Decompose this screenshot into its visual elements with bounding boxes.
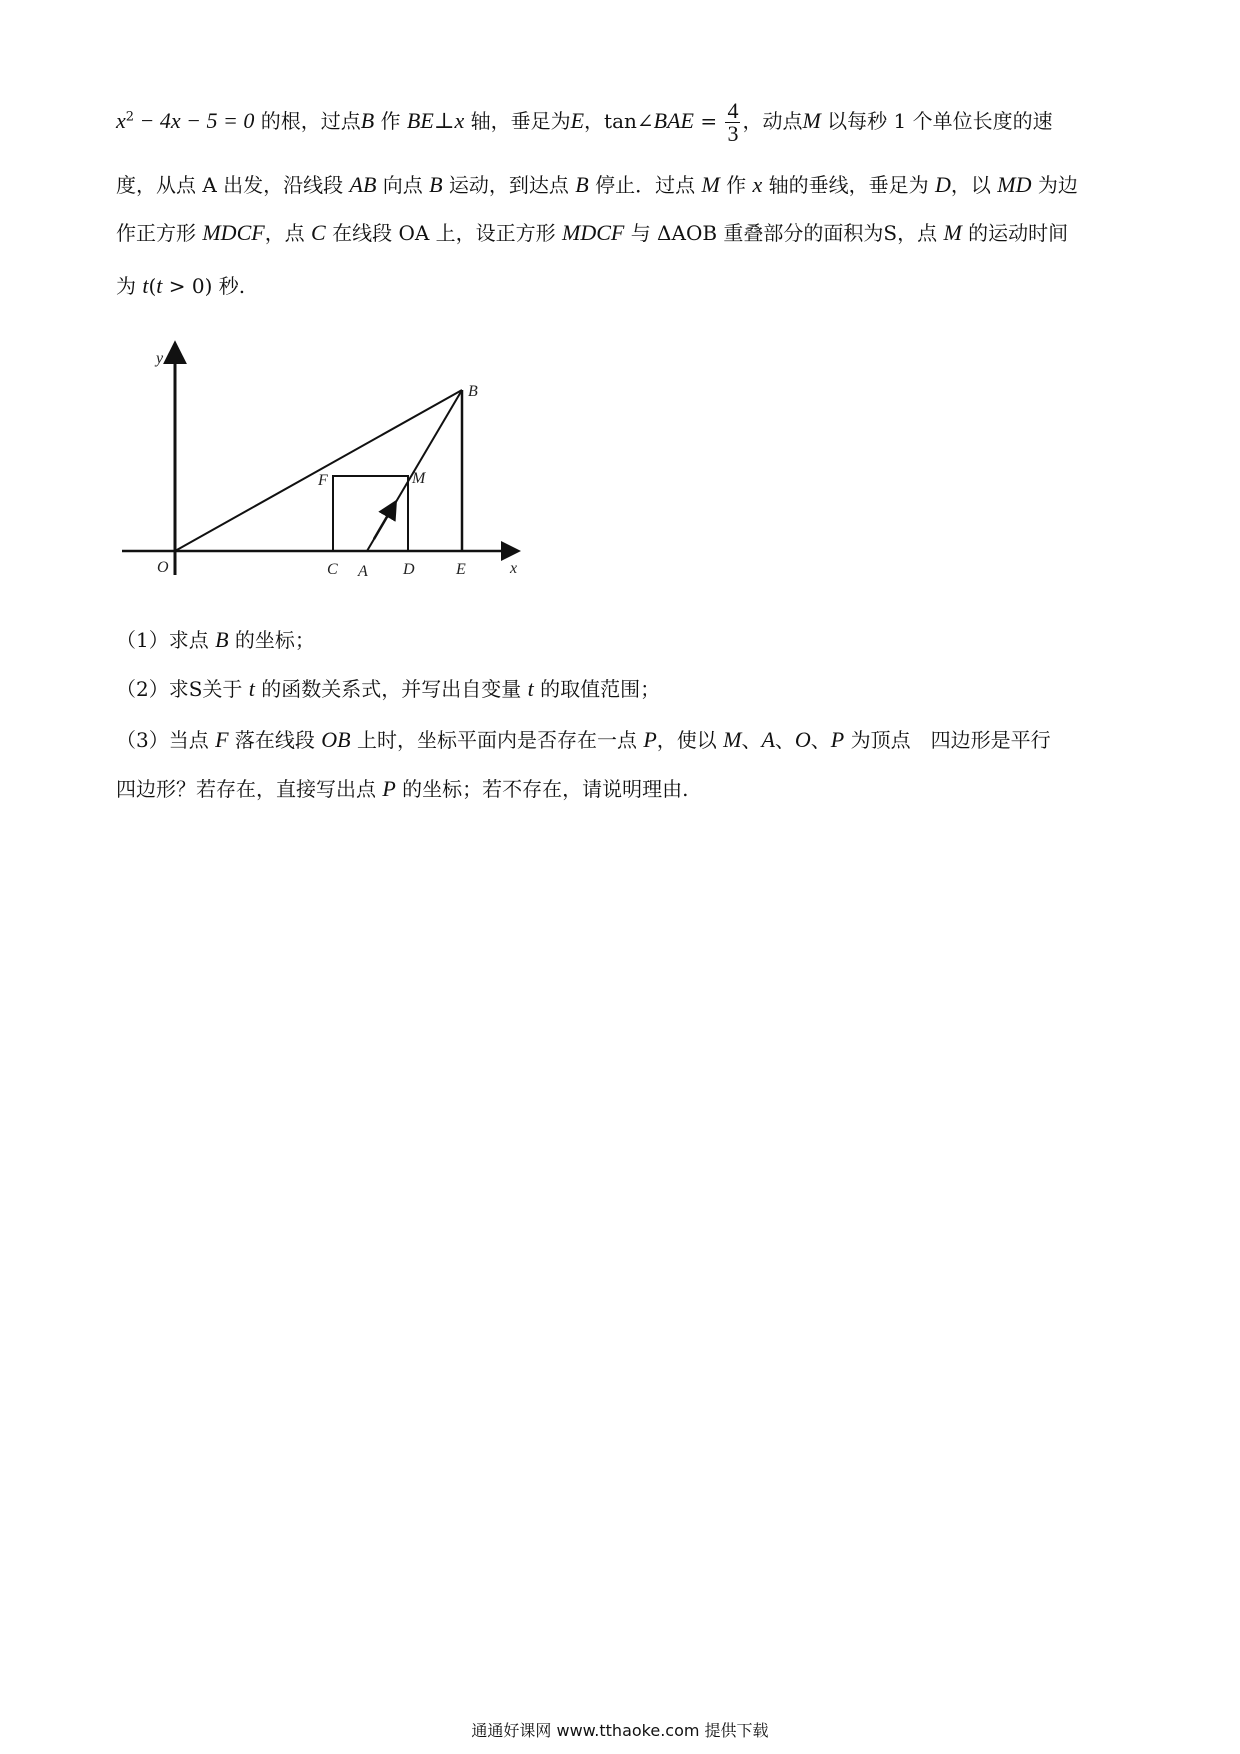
text: 向点 (376, 173, 430, 197)
text: 作正方形 (116, 221, 203, 245)
math-x: x (116, 108, 126, 133)
text: 停止．过点 (588, 173, 702, 197)
question-3-line-2 (116, 775, 1130, 803)
text: 为顶点 四边形是平行 (844, 728, 1051, 752)
label-e: E (456, 561, 466, 578)
paren: ( (148, 274, 157, 298)
math-p: P (643, 727, 657, 752)
motion-arrow (374, 503, 395, 539)
math-x: x (752, 172, 763, 197)
text: ，使以 (656, 728, 724, 752)
math-f: F (215, 727, 229, 752)
label-d: D (403, 561, 415, 578)
text: = (693, 109, 724, 133)
math-p: P (382, 776, 396, 801)
math-mdcf: MDCF (562, 220, 625, 245)
text: 、 (741, 728, 762, 752)
text: 为 (116, 274, 143, 298)
text: 落在线段 (228, 728, 322, 752)
math-p: P (830, 727, 845, 752)
text: 、 (810, 728, 831, 752)
text: ，tan∠ (584, 109, 654, 133)
text: > 0) 秒. (162, 274, 246, 298)
math-exponent: 2 (125, 109, 135, 125)
math-be-perp: BE⊥x (406, 108, 465, 133)
text: 度，从点 A 出发，沿线段 (116, 173, 350, 197)
math-t: t (142, 273, 149, 298)
fraction-numerator: 4 (727, 98, 739, 123)
text: ，以 (950, 173, 998, 197)
label-b: B (468, 383, 478, 400)
label-c: C (327, 561, 338, 578)
math-ob: OB (321, 727, 351, 752)
math-md: MD (997, 172, 1032, 197)
math-t: t (527, 676, 534, 701)
fraction (725, 100, 740, 145)
text: 的坐标； (228, 628, 315, 652)
math-m: M (723, 727, 742, 752)
text: 四边形？若存在，直接写出点 (116, 777, 383, 801)
problem-line-2 (116, 171, 1130, 199)
text: 的函数关系式，并写出自变量 (254, 677, 528, 701)
label-m: M (412, 470, 426, 487)
fraction-denominator: 3 (727, 121, 739, 146)
text: 在线段 OA 上，设正方形 (325, 221, 563, 245)
text: 上时，坐标平面内是否存在一点 (350, 728, 644, 752)
text: 轴，垂足为 (464, 109, 571, 133)
math-m: M (802, 108, 821, 133)
math-d: D (935, 172, 951, 197)
math-m: M (943, 220, 962, 245)
problem-line-4 (116, 272, 1130, 300)
problem-line-3 (116, 219, 1130, 247)
text: 以每秒 1 个单位长度的速 (820, 109, 1053, 133)
text: 、 (774, 728, 795, 752)
problem-line-1 (116, 100, 1130, 145)
text: 的坐标；若不存在，请说明理由. (395, 777, 689, 801)
question-1 (116, 626, 1130, 654)
math-m: M (701, 172, 720, 197)
math-t: t (248, 676, 255, 701)
text: 与 ΔAOB 重叠部分的面积为S，点 (624, 221, 944, 245)
label-x: x (510, 560, 518, 577)
text: ，点 (264, 221, 312, 245)
square-mdcf (333, 476, 408, 551)
math-b: B (215, 627, 229, 652)
math-e: E (570, 108, 585, 133)
math-a: A (761, 727, 775, 752)
math-bae: BAE (653, 108, 694, 133)
math-mdcf: MDCF (202, 220, 265, 245)
text: 的取值范围； (533, 677, 661, 701)
text: （1）求点 (116, 628, 216, 652)
geometry-figure (112, 340, 532, 600)
text: 轴的垂线，垂足为 (762, 173, 935, 197)
math-b: B (360, 108, 375, 133)
page-footer: 通通好课网 www.tthaoke.com 提供下载 (471, 1721, 769, 1740)
text: （2）求S关于 (116, 677, 249, 701)
math-b: B (575, 172, 589, 197)
math-c: C (311, 220, 326, 245)
text: 作 (374, 109, 407, 133)
text: 为边 (1031, 173, 1078, 197)
math-t: t (156, 273, 163, 298)
label-y: y (156, 350, 164, 367)
label-f: F (318, 472, 328, 489)
question-2 (116, 675, 1130, 703)
text: 的根，过点 (254, 109, 361, 133)
math-b: B (429, 172, 443, 197)
label-o: O (157, 559, 169, 576)
label-a: A (358, 563, 368, 580)
math-o: O (794, 727, 811, 752)
text: 运动，到达点 (442, 173, 576, 197)
text: ，动点 (742, 109, 803, 133)
text: 作 (719, 173, 753, 197)
text: 的运动时间 (961, 221, 1069, 245)
math-ab: AB (349, 172, 377, 197)
math-equation: − 4x − 5 = 0 (134, 108, 255, 133)
question-3-line-1 (116, 726, 1130, 754)
text: （3）当点 (116, 728, 216, 752)
